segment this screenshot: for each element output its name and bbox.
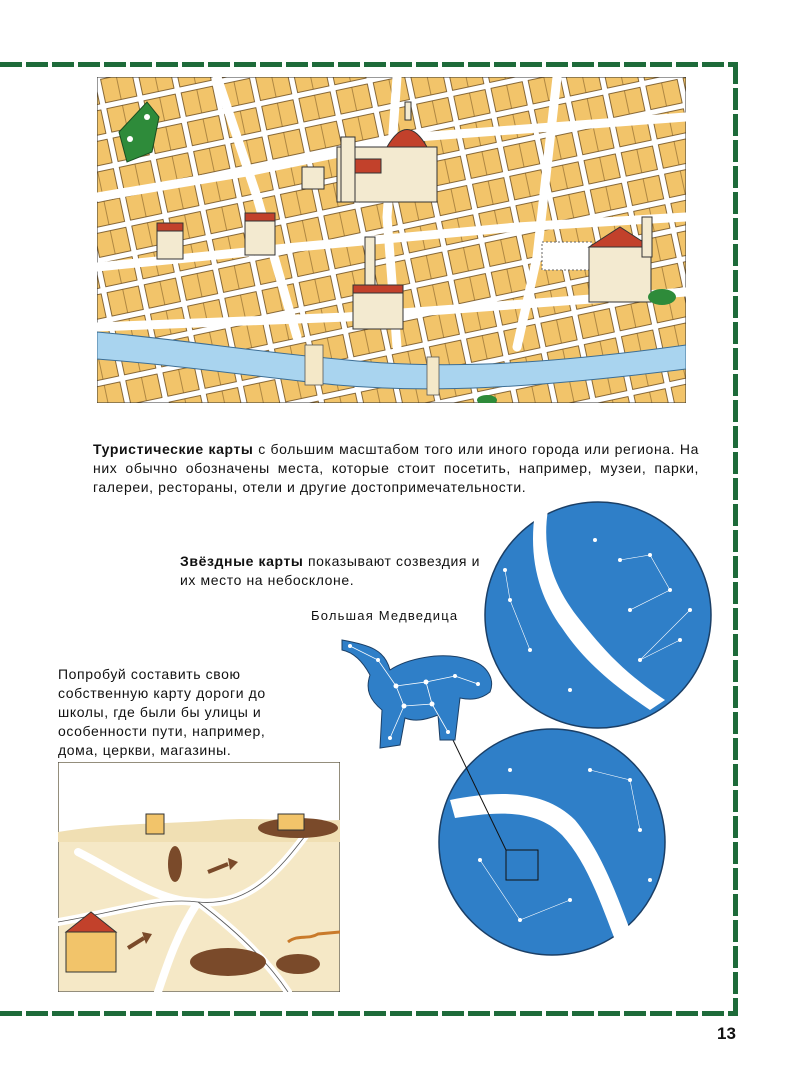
page-border-top [0,62,738,67]
star-map-lower [439,729,665,955]
tourist-maps-description: с большим масштабом того или иного города или региона. На них обычно обозначены места, которые стоит посетить, например, музеи, парки, галереи, рестораны, отели и другие достопримечательности. [93,441,699,495]
constellation-label: Большая Медведица [311,608,459,623]
star-maps-description: показывают созвездия и их место на небосклоне. [180,553,480,588]
star-maps-term: Звёздные карты [180,553,304,569]
tourist-maps-term: Туристические карты [93,441,254,457]
great-bear-figure [342,640,492,754]
tourist-maps-paragraph [93,440,699,497]
school-route-illustration [58,762,340,992]
page-number: 13 [717,1024,736,1043]
activity-paragraph: Попробуй составить свою собственную карту дороги до школы, где были бы улицы и особенности пути, например, дома, церкви, магазины. [58,666,266,758]
page-border-bottom [0,1011,738,1016]
star-maps-illustration [330,500,730,1000]
page-border-right [733,62,738,1016]
tourist-city-map [97,77,686,403]
star-map-upper [485,502,711,728]
